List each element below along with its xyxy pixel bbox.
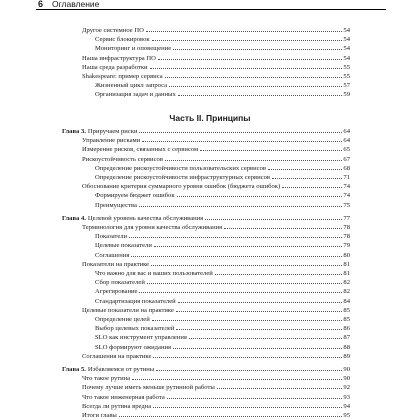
dot-leader — [139, 206, 342, 207]
entry-page-number: 77 — [343, 214, 350, 222]
entry-title: Определение рискоустойчивости инфраструктурных сервисов — [95, 174, 270, 181]
dot-leader — [178, 95, 343, 96]
entry-title: Жизненный цикл запроса — [95, 82, 168, 90]
entry-title: Агрегирование — [95, 288, 138, 296]
entry-title: Управление рисками — [82, 137, 141, 145]
toc-entry — [95, 278, 350, 287]
entry-title: Целевые показатели на практике — [82, 306, 174, 314]
entry-page-number: 86 — [343, 325, 350, 333]
entry-page-number: 75 — [343, 201, 350, 209]
dot-leader — [152, 40, 343, 41]
dot-leader — [205, 219, 342, 220]
toc-entry — [95, 251, 350, 260]
entry-page-number: 90 — [343, 375, 350, 383]
entry-page-number: 90 — [343, 366, 350, 373]
toc-entry — [82, 383, 350, 392]
toc-entry — [82, 54, 350, 63]
chapter-entry — [62, 127, 350, 136]
entry-title: Другое системное ПО — [82, 27, 144, 34]
toc-entry — [95, 297, 350, 306]
entry-title: Формируем бюджет ошибок — [95, 192, 175, 200]
dot-leader — [129, 237, 342, 238]
toc-entry — [82, 260, 350, 269]
dot-leader — [139, 132, 342, 133]
entry-title: Наша среда разработки — [82, 63, 148, 71]
toc-entry — [82, 374, 350, 383]
toc-entry — [95, 173, 350, 182]
entry-page-number: 93 — [343, 393, 350, 401]
entry-page-number: 84 — [343, 297, 350, 305]
toc-entry — [82, 145, 350, 154]
toc-entry — [95, 81, 350, 90]
entry-title: Соглашения на практике — [82, 352, 152, 360]
toc-entry — [82, 72, 350, 81]
toc-entry — [82, 136, 350, 145]
dot-leader — [152, 320, 343, 321]
dot-leader — [158, 59, 343, 60]
entry-title: Определение рискоустойчивости пользовательских сервисов — [95, 164, 267, 172]
entry-title: Сбор показателей — [95, 279, 145, 287]
toc-entry — [82, 393, 350, 402]
entry-page-number: 82 — [343, 288, 350, 296]
dot-leader — [177, 196, 343, 197]
dot-leader — [272, 178, 342, 179]
dot-leader — [224, 228, 342, 229]
entry-page-number: 57 — [343, 82, 350, 90]
entry-title: SLO как инструмент управления — [95, 334, 187, 342]
toc-entry — [82, 182, 350, 191]
dot-leader — [153, 407, 342, 408]
entry-title: Сервис блокировок — [95, 36, 150, 44]
entry-title: Избавляемся от рутины — [87, 366, 155, 373]
toc-entry — [82, 223, 350, 232]
entry-title: Что такое инженерная работа — [82, 393, 165, 401]
toc-entry — [95, 241, 350, 250]
dot-leader — [119, 416, 343, 417]
entry-title: Показатели на практике — [82, 260, 150, 268]
toc-entry — [95, 269, 350, 278]
entry-page-number: 67 — [343, 155, 350, 163]
entry-title: Соглашения — [95, 251, 130, 259]
toc-entry — [95, 287, 350, 296]
page-number: 6 — [38, 0, 44, 9]
dot-leader — [146, 31, 343, 32]
dot-leader — [165, 160, 342, 161]
toc-entry — [95, 333, 350, 342]
toc-entry — [82, 26, 350, 35]
toc-entry — [95, 44, 350, 53]
part-title: Часть II. Принципы — [169, 113, 251, 123]
dot-leader — [132, 379, 342, 380]
entry-title: Организация задач и данных — [95, 91, 176, 99]
toc-entry — [95, 164, 350, 173]
entry-page-number: 82 — [343, 279, 350, 287]
toc-entry — [95, 90, 350, 99]
dot-leader — [167, 398, 343, 399]
entry-page-number: 78 — [343, 224, 350, 231]
entry-page-number: 88 — [343, 343, 350, 351]
running-head: Оглавление — [52, 0, 100, 9]
entry-title: Приручаем риски — [87, 128, 138, 135]
toc-entry — [95, 324, 350, 333]
dot-leader — [156, 370, 342, 371]
entry-page-number: 94 — [343, 402, 350, 410]
entry-page-number: 54 — [343, 36, 350, 44]
toc-entry — [82, 306, 350, 315]
entry-title: Всегда ли рутина вредна — [82, 402, 152, 410]
toc-entry — [82, 352, 350, 361]
entry-page-number: 81 — [343, 260, 350, 268]
entry-title: Что такое рутина — [82, 375, 131, 383]
entry-title: Целевой уровень качества обслуживания — [87, 214, 204, 222]
toc-entry — [95, 315, 350, 324]
dot-leader — [189, 338, 343, 339]
toc-entry — [95, 343, 350, 352]
entry-title: Определение целей — [95, 316, 150, 323]
entry-page-number: 92 — [343, 384, 350, 392]
toc-entry — [95, 191, 350, 200]
chapter-label: Глава 4. — [62, 214, 86, 222]
entry-page-number: 85 — [343, 306, 350, 314]
dot-leader — [215, 274, 343, 275]
entry-page-number: 78 — [343, 233, 350, 241]
entry-page-number: 54 — [343, 54, 350, 62]
toc-entry — [82, 411, 350, 420]
entry-page-number: 71 — [343, 174, 350, 181]
entry-page-number: 55 — [343, 73, 350, 80]
entry-page-number: 85 — [343, 316, 350, 323]
entry-page-number: 87 — [343, 334, 350, 342]
entry-title: Итоги главы — [82, 412, 117, 419]
chapter-label: Глава 5. — [62, 366, 86, 373]
entry-title: Показатели — [95, 233, 128, 241]
entry-page-number: 95 — [343, 412, 350, 419]
dot-leader — [176, 329, 342, 330]
dot-leader — [131, 256, 342, 257]
entry-page-number: 74 — [343, 183, 350, 191]
dot-leader — [178, 302, 343, 303]
dot-leader — [169, 86, 342, 87]
entry-page-number: 80 — [343, 251, 350, 259]
dot-leader — [142, 141, 342, 142]
dot-leader — [165, 77, 343, 78]
entry-title: SLO формируют ожидания — [95, 343, 172, 351]
toc-entry — [82, 63, 350, 72]
chapter-entry — [62, 214, 350, 223]
chapter-entry — [62, 365, 350, 374]
toc-entry — [82, 155, 350, 164]
dot-leader — [151, 265, 342, 266]
dot-leader — [139, 292, 342, 293]
entry-title: Мониторинг и оповещение — [95, 45, 172, 53]
entry-page-number: 74 — [343, 192, 350, 200]
entry-title: Измерение рисков, связанных с сервисом — [82, 146, 199, 154]
entry-page-number: 65 — [343, 146, 350, 154]
dot-leader — [268, 169, 342, 170]
dot-leader — [176, 311, 343, 312]
entry-title: Стандартизация показателей — [95, 297, 176, 305]
entry-title: Терминология для уровня качества обслуживания — [82, 224, 223, 231]
entry-page-number: 89 — [343, 352, 350, 360]
entry-page-number: 54 — [343, 45, 350, 53]
entry-title: Что важно для вас и ваших пользователей — [95, 270, 213, 277]
chapter-label: Глава 3. — [62, 128, 86, 135]
dot-leader — [150, 68, 343, 69]
entry-page-number: 79 — [343, 242, 350, 250]
dot-leader — [217, 388, 343, 389]
toc-entry — [82, 402, 350, 411]
entry-page-number: 54 — [343, 27, 350, 34]
dot-leader — [200, 150, 342, 151]
dot-leader — [153, 357, 342, 358]
dot-leader — [147, 283, 343, 284]
toc-entry — [95, 35, 350, 44]
toc-entry — [95, 232, 350, 241]
entry-page-number: 68 — [343, 164, 350, 172]
dot-leader — [154, 246, 343, 247]
entry-title: Выбор целевых показателей — [95, 325, 175, 333]
entry-title: Обоснование критерия суммарного уровня ошибок (бюджета ошибок) — [82, 183, 281, 191]
entry-title: Почему лучше иметь меньше рутинной работы — [82, 384, 215, 392]
entry-page-number: 81 — [343, 270, 350, 277]
toc-entry — [95, 201, 350, 210]
entry-page-number: 59 — [343, 91, 350, 99]
entry-page-number: 64 — [343, 137, 350, 145]
entry-page-number: 64 — [343, 128, 350, 135]
entry-title: Рискоустойчивость сервисов — [82, 155, 163, 163]
entry-title: Преимущества — [95, 201, 137, 209]
dot-leader — [173, 348, 342, 349]
dot-leader — [282, 187, 342, 188]
entry-page-number: 55 — [343, 63, 350, 71]
entry-title: Целевые показатели — [95, 242, 152, 250]
entry-title: Наша инфраструктура ПО — [82, 54, 156, 62]
entry-title: Shakespeare: пример сервиса — [82, 73, 163, 80]
dot-leader — [173, 49, 342, 50]
